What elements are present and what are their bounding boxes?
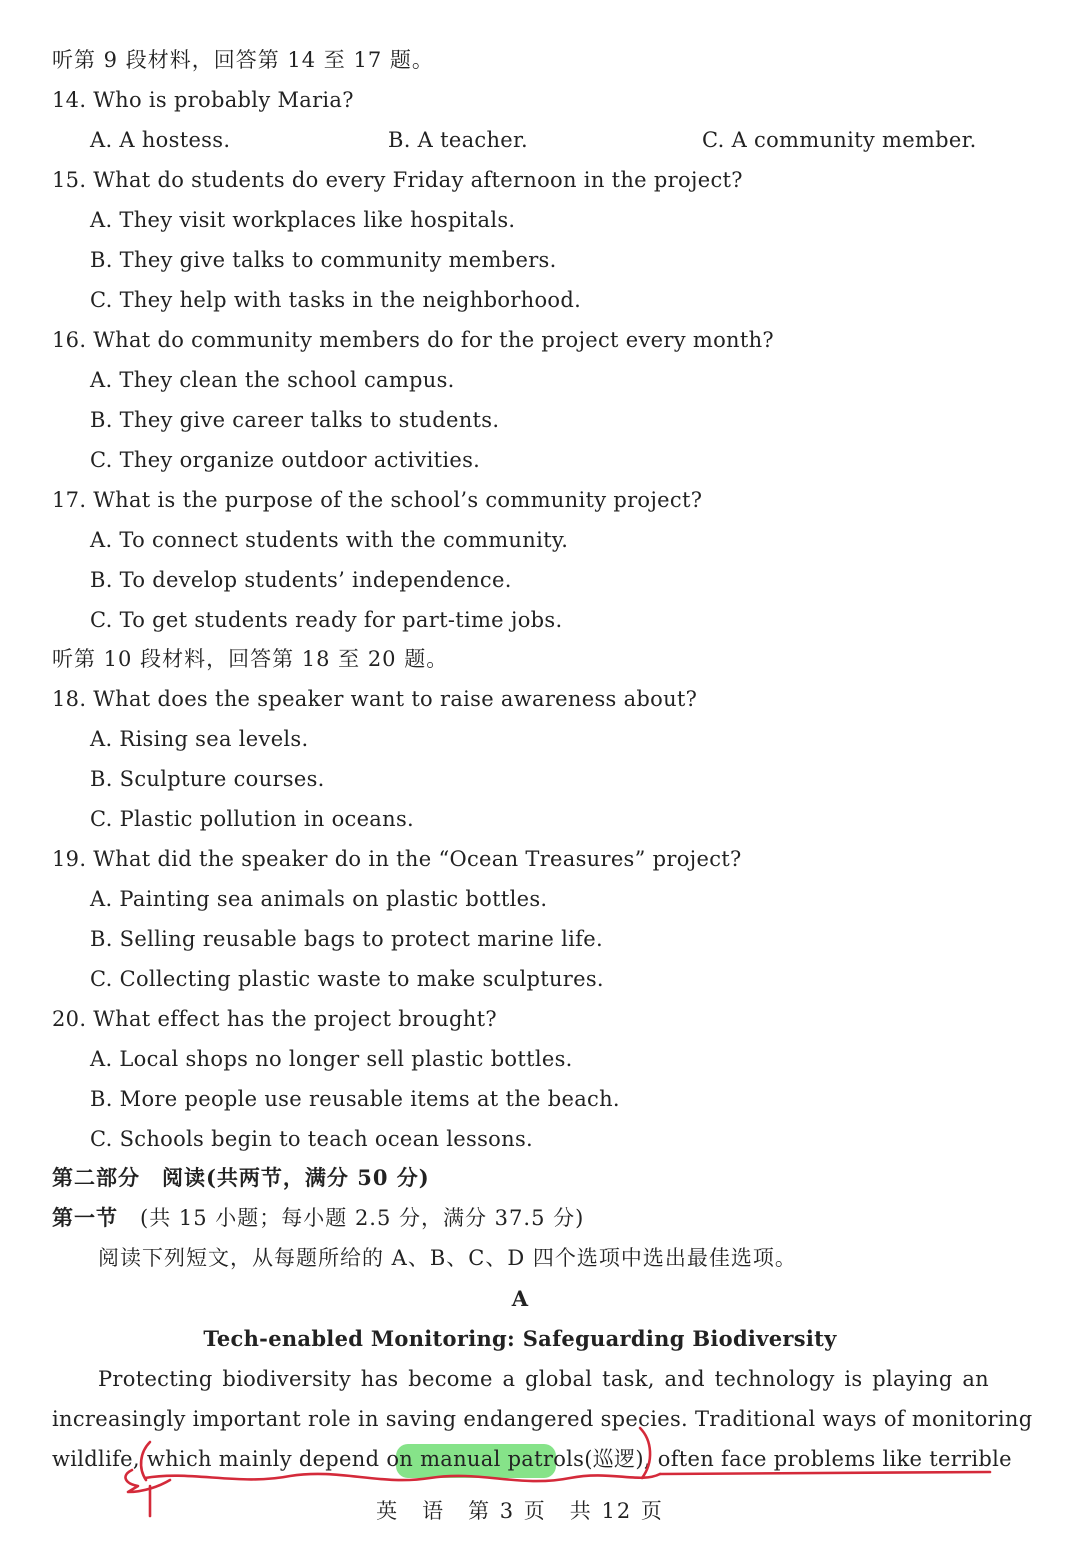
option-a: A. To connect students with the community. bbox=[90, 528, 569, 552]
option-c: C. To get students ready for part-time jobs. bbox=[90, 608, 563, 632]
passage-letter: A bbox=[511, 1286, 529, 1311]
option-a: A. A hostess. bbox=[90, 128, 231, 152]
section-header-9: 听第 9 段材料，回答第 14 至 17 题。 bbox=[52, 48, 434, 72]
ink-bracket-right bbox=[640, 1428, 650, 1478]
question-19: 19. What did the speaker do in the “Ocean Treasures” project? bbox=[52, 847, 742, 871]
option-b: B. Sculpture courses. bbox=[90, 767, 325, 791]
question-20: 20. What effect has the project brought? bbox=[52, 1007, 497, 1031]
option-c: C. A community member. bbox=[702, 128, 977, 152]
ink-side-mark bbox=[125, 1470, 170, 1492]
option-c: C. Schools begin to teach ocean lessons. bbox=[90, 1127, 534, 1151]
page-footer: 英 语 第 3 页 共 12 页 bbox=[376, 1499, 664, 1523]
option-c: C. Collecting plastic waste to make sculptures. bbox=[90, 967, 604, 991]
option-c: C. Plastic pollution in oceans. bbox=[90, 807, 414, 831]
option-b: B. They give career talks to students. bbox=[90, 408, 500, 432]
reading-instruction: 阅读下列短文，从每题所给的 A、B、C、D 四个选项中选出最佳选项。 bbox=[98, 1246, 797, 1270]
paragraph-line-1: Protecting biodiversity has become a global task, and technology is playing an bbox=[98, 1367, 989, 1391]
option-a: A. Painting sea animals on plastic bottles. bbox=[90, 887, 548, 911]
option-b: B. Selling reusable bags to protect marine life. bbox=[90, 927, 603, 951]
section-one-label: 第一节 bbox=[52, 1205, 118, 1230]
option-a: A. They clean the school campus. bbox=[90, 368, 455, 392]
option-b: B. A teacher. bbox=[388, 128, 529, 152]
option-c: C. They help with tasks in the neighborhood. bbox=[90, 288, 582, 312]
passage-title: Tech-enabled Monitoring: Safeguarding Biodiversity bbox=[203, 1326, 837, 1351]
ink-wavy-underline bbox=[145, 1474, 660, 1481]
section-one-info: (共 15 小题；每小题 2.5 分，满分 37.5 分) bbox=[140, 1206, 585, 1230]
part-two-heading: 第二部分 阅读(共两节，满分 50 分) bbox=[52, 1165, 430, 1190]
question-14: 14. Who is probably Maria? bbox=[52, 88, 354, 112]
question-17: 17. What is the purpose of the school’s community project? bbox=[52, 488, 703, 512]
option-b: B. More people use reusable items at the beach. bbox=[90, 1087, 620, 1111]
question-15: 15. What do students do every Friday afternoon in the project? bbox=[52, 168, 743, 192]
option-b: B. To develop students’ independence. bbox=[90, 568, 512, 592]
option-a: A. Rising sea levels. bbox=[90, 727, 309, 751]
ink-underline-right bbox=[660, 1472, 990, 1474]
section-header-10: 听第 10 段材料，回答第 18 至 20 题。 bbox=[52, 647, 449, 671]
option-c: C. They organize outdoor activities. bbox=[90, 448, 481, 472]
paragraph-line-2: increasingly important role in saving endangered species. Traditional ways of monitoring bbox=[52, 1407, 1033, 1431]
option-a: A. They visit workplaces like hospitals. bbox=[90, 208, 516, 232]
question-18: 18. What does the speaker want to raise awareness about? bbox=[52, 687, 698, 711]
question-16: 16. What do community members do for the project every month? bbox=[52, 328, 774, 352]
paragraph-line-3: wildlife, which mainly depend on manual patrols(巡逻), often face problems like terrible bbox=[52, 1447, 1012, 1471]
option-a: A. Local shops no longer sell plastic bottles. bbox=[90, 1047, 573, 1071]
option-b: B. They give talks to community members. bbox=[90, 248, 557, 272]
ink-bracket-left bbox=[141, 1442, 150, 1480]
